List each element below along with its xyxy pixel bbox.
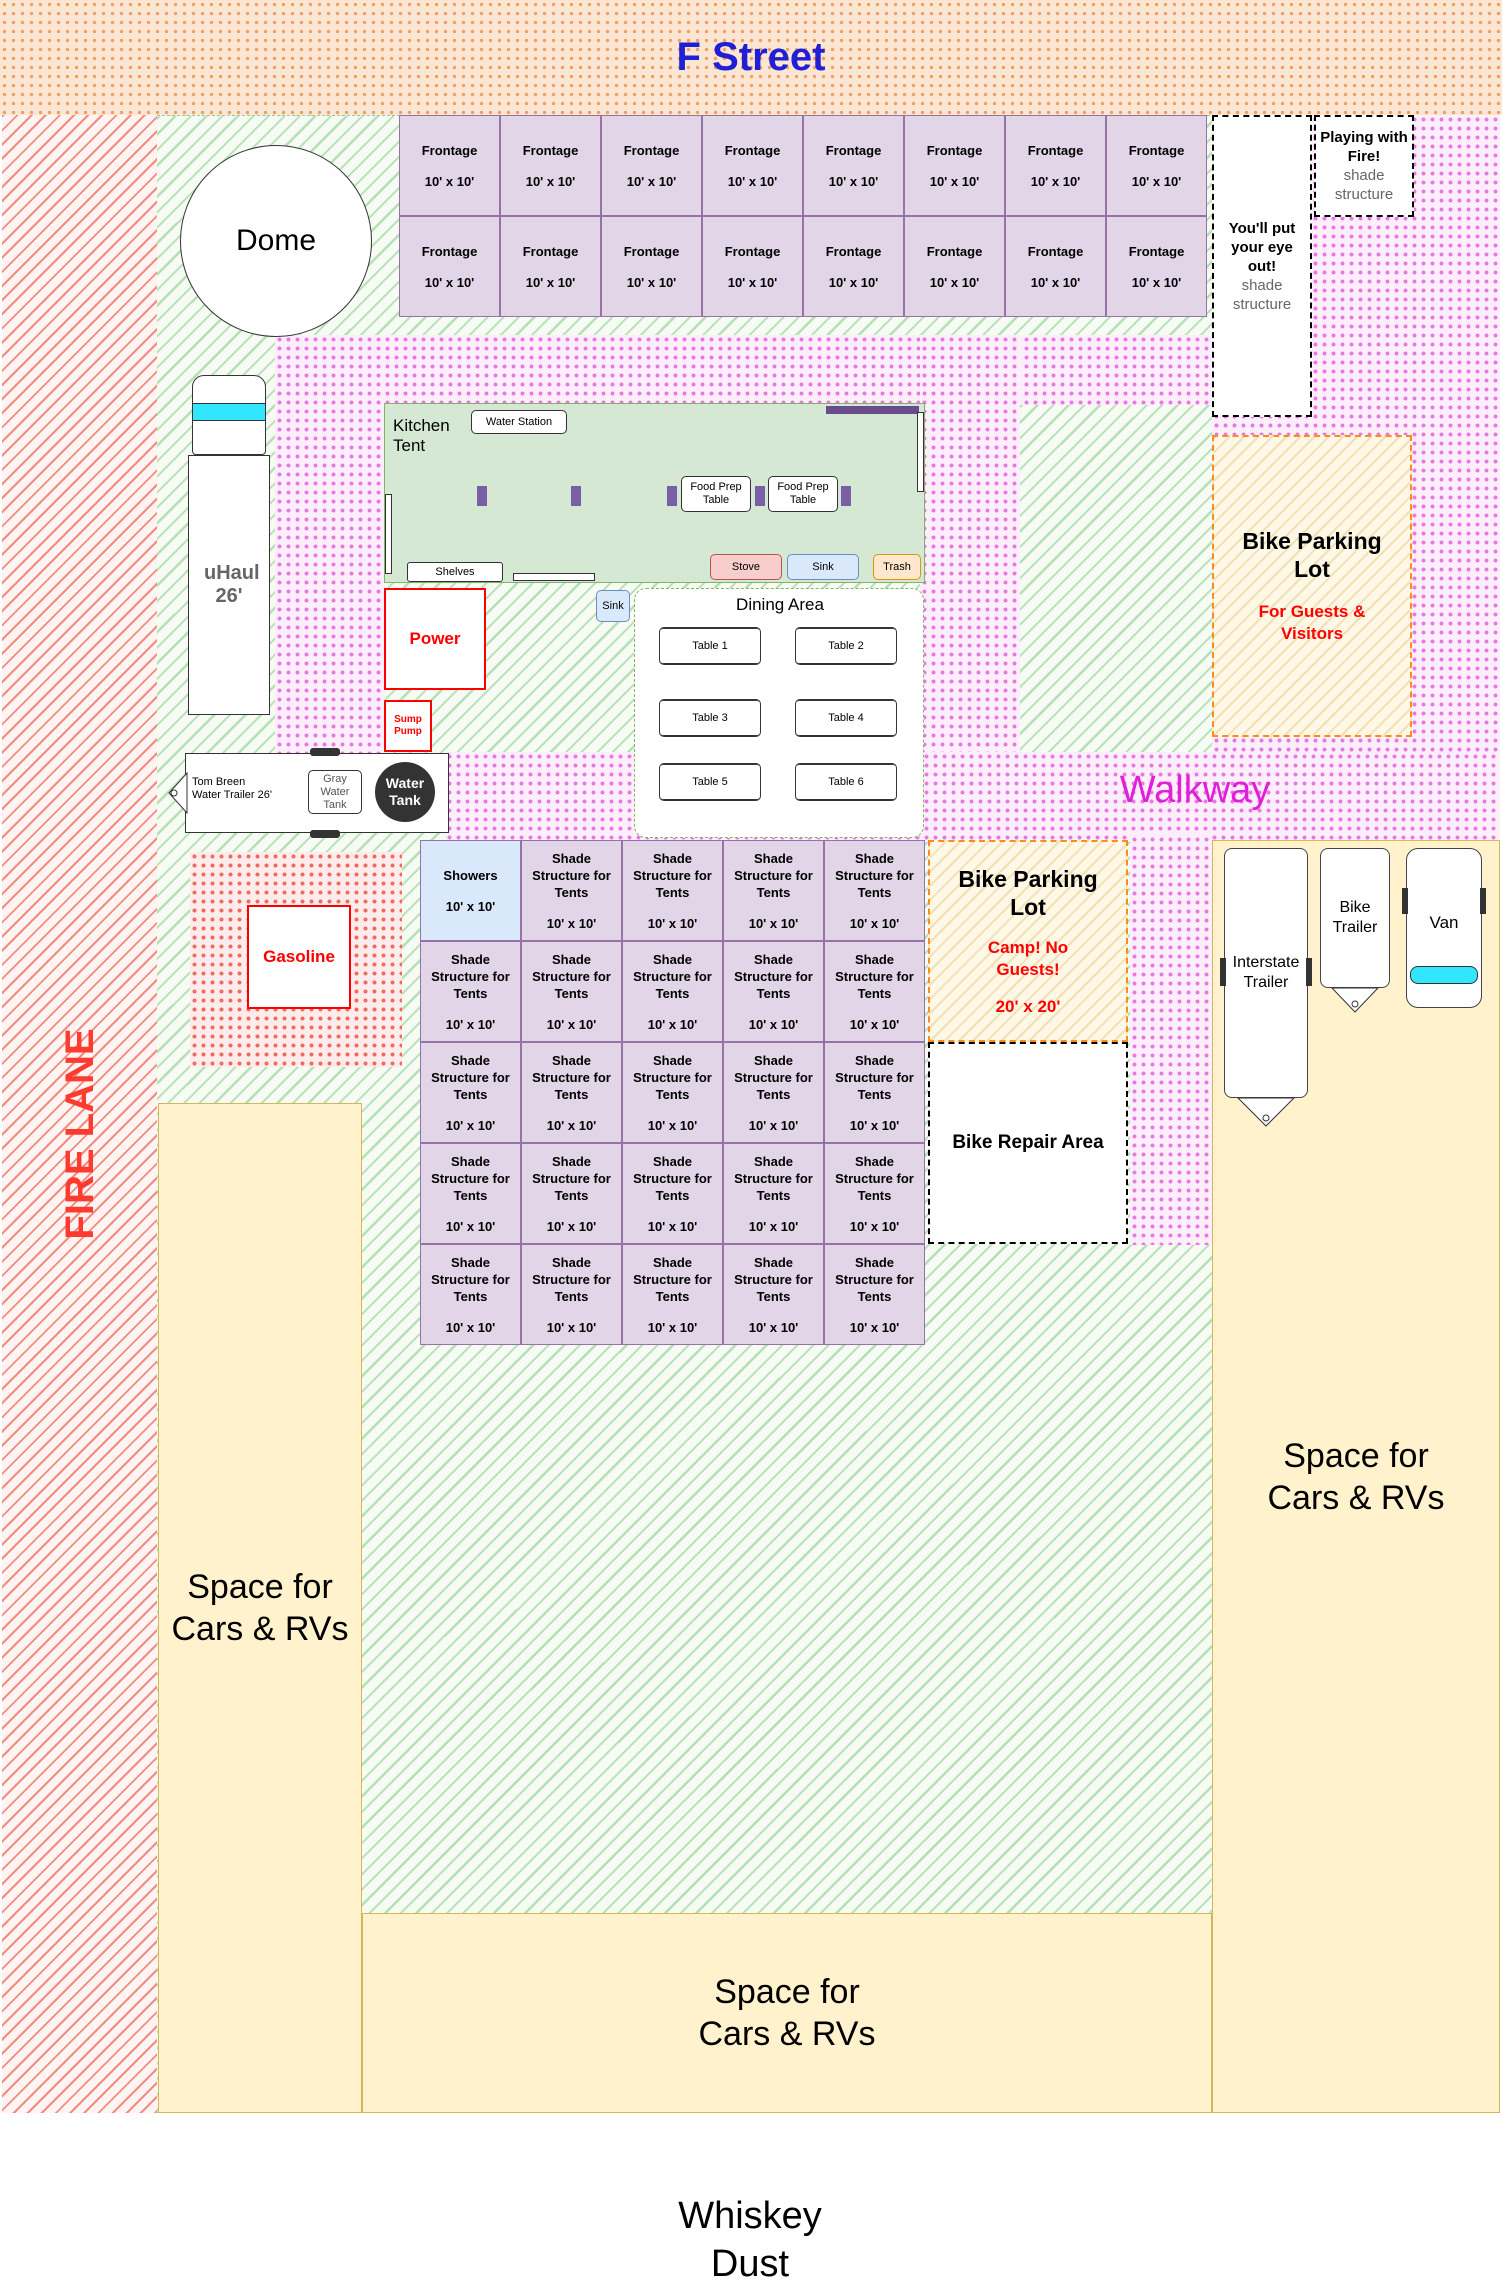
shade-tent-size: 10' x 10' [546,1218,597,1234]
shade-tent-lot[interactable] [420,1244,521,1345]
shelf-board [513,573,595,581]
shade-tent-lot[interactable] [824,840,925,941]
shade-tent-size: 10' x 10' [748,1319,799,1335]
van[interactable] [1402,848,1486,1010]
frontage-lot[interactable] [803,115,904,216]
kitchen-label: Kitchen Tent [393,416,450,455]
dining-label: Dining Area [736,595,824,614]
frontage-label: Frontage [623,142,680,158]
bike-lot-camp-size: 20' x 20' [995,997,1061,1016]
fire-lane-label: FIRE LANE [57,1028,102,1240]
shade-tent-lot[interactable] [521,840,622,941]
shade-tent-size: 10' x 10' [849,1319,900,1335]
bike-trailer-body [1320,848,1390,988]
dining-table-3[interactable]: Table 3 [659,699,761,737]
frontage-lot[interactable] [601,115,702,216]
frontage-label: Frontage [421,243,478,259]
shade-tent-label: Shade Structure for Tents [431,1254,510,1304]
dining-table-2[interactable]: Table 2 [795,627,897,665]
frontage-size: 10' x 10' [424,274,475,290]
shade-tent-lot[interactable] [723,1143,824,1244]
f-street [0,0,1502,115]
shade-tent-label: Shade Structure for Tents [734,1153,813,1203]
shade-tent-lot[interactable] [723,840,824,941]
frontage-lot[interactable] [500,115,601,216]
dining-table-5[interactable]: Table 5 [659,763,761,801]
shade-tent-size: 10' x 10' [647,1319,698,1335]
uhaul-box [188,455,270,715]
camp-fire-title: Playing with Fire! [1320,129,1408,165]
bike-trailer-label: Bike Trailer [1332,899,1378,936]
shade-tent-lot[interactable] [521,1244,622,1345]
water-station[interactable]: Water Station [471,410,567,434]
frontage-label: Frontage [1128,142,1185,158]
whiskey-dust-label: Whiskey Dust [678,2195,822,2285]
street-label: F Street [676,35,826,79]
frontage-size: 10' x 10' [1030,173,1081,189]
kitchen-rail-top [826,406,919,414]
water-tank[interactable] [375,762,435,822]
frontage-label: Frontage [1128,243,1185,259]
frontage-label: Frontage [724,142,781,158]
showers-label: Showers [443,867,498,883]
shade-tent-label: Shade Structure for Tents [734,1254,813,1304]
bike-lot-camp-title: Bike Parking Lot [958,866,1098,920]
frontage-lot[interactable] [803,216,904,317]
shade-tent-size: 10' x 10' [647,1218,698,1234]
shade-tent-size: 10' x 10' [445,1218,496,1234]
bike-repair-label: Bike Repair Area [952,1132,1104,1153]
stove[interactable]: Stove [710,554,782,580]
shade-tent-label: Shade Structure for Tents [532,1052,611,1102]
frontage-size: 10' x 10' [727,173,778,189]
frontage-label: Frontage [1027,243,1084,259]
shade-tent-size: 10' x 10' [849,915,900,931]
shade-tent-size: 10' x 10' [849,1016,900,1032]
shade-tent-label: Shade Structure for Tents [532,850,611,900]
frontage-lot[interactable] [904,216,1005,317]
showers-size: 10' x 10' [445,898,496,914]
frontage-lot[interactable] [702,216,803,317]
shade-tent-size: 10' x 10' [647,1016,698,1032]
dome[interactable] [180,145,372,337]
shade-tent-lot[interactable] [723,941,824,1042]
shade-tent-size: 10' x 10' [546,1016,597,1032]
bike-lot-camp[interactable] [928,840,1128,1042]
frontage-label: Frontage [421,142,478,158]
van-body [1406,848,1482,1008]
parking-left[interactable] [158,1103,362,2113]
frontage-label: Frontage [825,142,882,158]
shade-tent-label: Shade Structure for Tents [835,1153,914,1203]
frontage-label: Frontage [724,243,781,259]
shade-tent-label: Shade Structure for Tents [633,951,712,1001]
kitchen-sink[interactable]: Sink [787,554,859,580]
bike-trailer-hitch [1330,986,1380,1016]
shade-tent-lot[interactable] [622,1244,723,1345]
frontage-size: 10' x 10' [525,173,576,189]
frontage-lot[interactable] [399,115,500,216]
walkway-top [275,335,1212,405]
camp-fire[interactable] [1314,115,1414,217]
uhaul[interactable] [188,375,270,715]
shade-tent-size: 10' x 10' [647,915,698,931]
shade-tent-size: 10' x 10' [445,1117,496,1133]
shade-tent-lot[interactable] [521,1042,622,1143]
water-trailer-hitch [165,753,189,833]
shade-tent-size: 10' x 10' [748,1117,799,1133]
kitchen-tent[interactable] [384,403,925,583]
shade-tent-lot[interactable] [622,840,723,941]
sump-pump[interactable] [384,700,432,752]
shade-tent-size: 10' x 10' [445,1016,496,1032]
frontage-lot[interactable] [399,216,500,317]
frontage-label: Frontage [926,142,983,158]
showers[interactable] [420,840,521,941]
kitchen-pole-2 [571,486,581,506]
shade-tent-lot[interactable] [521,1143,622,1244]
van-label: Van [1429,913,1459,932]
frontage-lot[interactable] [904,115,1005,216]
shade-tent-label: Shade Structure for Tents [835,951,914,1001]
shade-tent-size: 10' x 10' [546,1117,597,1133]
bike-lot-guests[interactable] [1212,435,1412,737]
walkway-band [445,752,1500,842]
shade-tent-label: Shade Structure for Tents [431,1052,510,1102]
shade-tent-size: 10' x 10' [546,915,597,931]
frontage-size: 10' x 10' [828,274,879,290]
frontage-lot[interactable] [1005,216,1106,317]
sink-outside[interactable]: Sink [596,590,630,622]
parking-right-label: Space for Cars & RVs [1267,1436,1445,1517]
frontage-label: Frontage [1027,142,1084,158]
shade-tent-label: Shade Structure for Tents [835,1052,914,1102]
water-trailer-wheel-2 [310,830,340,838]
shade-tent-label: Shade Structure for Tents [431,951,510,1001]
gasoline-label: Gasoline [263,947,335,966]
water-trailer-wheel-1 [310,748,340,756]
frontage-lot[interactable] [1106,216,1207,317]
frontage-lot[interactable] [1005,115,1106,216]
shade-tent-lot[interactable] [622,1042,723,1143]
trash[interactable]: Trash [873,554,921,580]
shade-tent-lot[interactable] [420,1042,521,1143]
walkway-label: Walkway [1119,768,1271,811]
frontage-lot[interactable] [500,216,601,317]
frontage-label: Frontage [623,243,680,259]
kitchen-post-left [385,494,392,574]
shade-tent-lot[interactable] [521,941,622,1042]
shade-tent-label: Shade Structure for Tents [734,1052,813,1102]
food-prep-table-1[interactable]: Food Prep Table [681,476,751,512]
shade-tent-lot[interactable] [420,941,521,1042]
kitchen-pole-3 [667,486,677,506]
bike-lot-guests-sub: For Guests & Visitors [1258,602,1366,643]
frontage-size: 10' x 10' [1131,274,1182,290]
shade-tent-label: Shade Structure for Tents [835,850,914,900]
dome-label: Dome [235,224,317,257]
shade-tent-label: Shade Structure for Tents [532,951,611,1001]
camp-fire-sub: shade structure [1334,167,1394,203]
shade-tent-lot[interactable] [723,1042,824,1143]
shade-tent-size: 10' x 10' [748,1218,799,1234]
shade-tent-size: 10' x 10' [849,1218,900,1234]
frontage-label: Frontage [825,243,882,259]
dining-table-1[interactable]: Table 1 [659,627,761,665]
frontage-size: 10' x 10' [1030,274,1081,290]
frontage-size: 10' x 10' [626,173,677,189]
shade-tent-label: Shade Structure for Tents [532,1153,611,1203]
uhaul-windshield [192,403,266,421]
kitchen-post-right [917,412,924,492]
whiskey-dust [600,2190,900,2290]
walkway-strip [1130,835,1212,1245]
shade-tent-lot[interactable] [824,941,925,1042]
frontage-lot[interactable] [702,115,803,216]
shade-tent-label: Shade Structure for Tents [633,850,712,900]
dining-table-6[interactable]: Table 6 [795,763,897,801]
shade-tent-label: Shade Structure for Tents [633,1052,712,1102]
frontage-lot[interactable] [601,216,702,317]
frontage-label: Frontage [522,142,579,158]
dining-area[interactable] [634,588,924,838]
shelves[interactable]: Shelves [407,562,503,582]
interstate-trailer-body [1224,848,1308,1098]
interstate-hitch [1236,1096,1296,1130]
water-trailer[interactable] [165,748,450,838]
kitchen-pole-5 [841,486,851,506]
power-label: Power [409,629,461,648]
shade-tent-label: Shade Structure for Tents [734,850,813,900]
shade-tent-label: Shade Structure for Tents [532,1254,611,1304]
frontage-lot[interactable] [1106,115,1207,216]
van-windshield [1410,966,1478,984]
interstate-trailer[interactable] [1220,848,1312,1130]
shade-tent-label: Shade Structure for Tents [431,1153,510,1203]
water-trailer-label: Tom Breen Water Trailer 26' [192,776,272,801]
shade-tent-label: Shade Structure for Tents [633,1153,712,1203]
kitchen-pole-1 [477,486,487,506]
van-wheel-2 [1480,888,1486,914]
gasoline[interactable] [247,905,351,1009]
shade-tent-lot[interactable] [723,1244,824,1345]
frontage-size: 10' x 10' [828,173,879,189]
sump-pump-label: Sump Pump [394,714,422,737]
van-wheel-1 [1402,888,1408,914]
frontage-size: 10' x 10' [1131,173,1182,189]
bike-repair-area[interactable] [928,1042,1128,1244]
camp-eye-title: You'll put your eye out! [1228,219,1296,275]
frontage-size: 10' x 10' [424,173,475,189]
bike-trailer[interactable] [1318,848,1392,1016]
interstate-wheel-1 [1220,958,1226,986]
shade-tent-size: 10' x 10' [849,1117,900,1133]
shade-tent-size: 10' x 10' [546,1319,597,1335]
shade-tent-size: 10' x 10' [445,1319,496,1335]
frontage-size: 10' x 10' [929,274,980,290]
gray-water-tank[interactable]: Gray Water Tank [308,770,362,814]
kitchen-pole-4 [755,486,765,506]
frontage-label: Frontage [522,243,579,259]
shade-tent-lot[interactable] [824,1143,925,1244]
food-prep-table-2[interactable]: Food Prep Table [768,476,838,512]
water-tank-label: Water Tank [385,775,425,808]
shade-tent-lot[interactable] [824,1042,925,1143]
dining-table-4[interactable]: Table 4 [795,699,897,737]
walkway-mid [920,335,1020,755]
walkway-left [275,335,385,755]
parking-bottom[interactable] [362,1913,1212,2113]
shade-tent-lot[interactable] [824,1244,925,1345]
uhaul-label: uHaul 26' [204,562,260,607]
parking-bottom-label: Space for Cars & RVs [698,1973,876,2053]
frontage-size: 10' x 10' [525,274,576,290]
power[interactable] [384,588,486,690]
shade-tent-lot[interactable] [622,1143,723,1244]
bike-lot-camp-sub: Camp! No Guests! [987,938,1069,979]
shade-tent-lot[interactable] [420,1143,521,1244]
interstate-trailer-label: Interstate Trailer [1232,954,1300,991]
shade-tent-lot[interactable] [622,941,723,1042]
interstate-wheel-2 [1306,958,1312,986]
shade-tent-size: 10' x 10' [647,1117,698,1133]
shade-tent-label: Shade Structure for Tents [835,1254,914,1304]
frontage-label: Frontage [926,243,983,259]
camp-eye[interactable] [1212,115,1312,417]
shade-tent-grid [420,840,925,1345]
bike-lot-guests-title: Bike Parking Lot [1242,528,1382,582]
frontage-size: 10' x 10' [727,274,778,290]
camp-eye-sub: shade structure [1232,276,1292,313]
frontage-size: 10' x 10' [626,274,677,290]
shade-tent-size: 10' x 10' [748,915,799,931]
frontage-grid [399,115,1207,317]
parking-left-label: Space for Cars & RVs [171,1568,349,1648]
shade-tent-label: Shade Structure for Tents [734,951,813,1001]
shade-tent-size: 10' x 10' [748,1016,799,1032]
frontage-size: 10' x 10' [929,173,980,189]
shade-tent-label: Shade Structure for Tents [633,1254,712,1304]
